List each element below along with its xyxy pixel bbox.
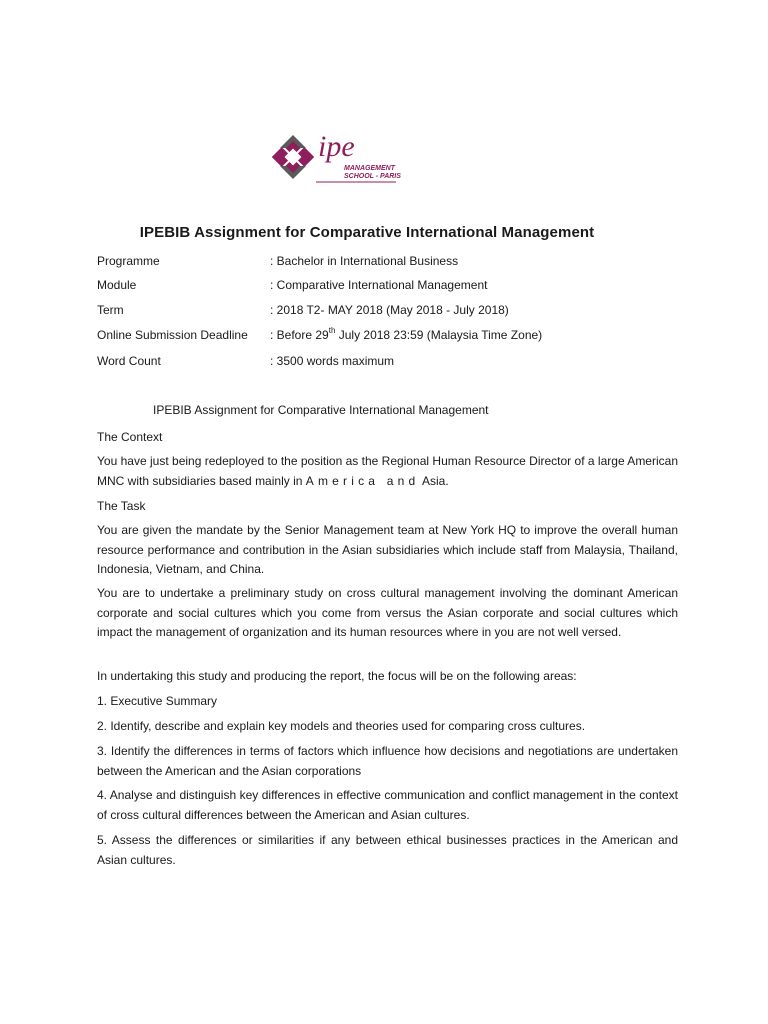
list-item-4: 4. Analyse and distinguish key differences in effective communication and conflict management in the context of cross cultural differences between the American and Asian cultures. [97, 788, 678, 822]
context-heading: The Context [97, 430, 163, 444]
deadline-value [270, 328, 542, 342]
term-value: : 2018 T2- MAY 2018 (May 2018 - July 2018) [270, 303, 509, 317]
page-title [0, 224, 768, 241]
page-title-text: IPEBIB Assignment for Comparative International Management [139, 224, 595, 241]
module-label: Module [97, 278, 137, 292]
wordcount-label: Word Count [97, 354, 161, 368]
programme-value: : Bachelor in International Business [270, 254, 459, 268]
list-item-5: 5. Assess the differences or similarities if any between ethical businesses practices in the American and Asian cultures. [97, 833, 678, 867]
ipe-logo [270, 124, 410, 188]
context-text-post: Asia. [419, 473, 449, 488]
deadline-value-pre: : Before 29 [270, 328, 329, 342]
logo-line1: MANAGEMENT [344, 165, 395, 172]
section-subtitle: IPEBIB Assignment for Comparative International Management [153, 403, 489, 417]
deadline-label: Online Submission Deadline [97, 328, 248, 342]
deadline-value-sup: th [328, 326, 336, 335]
context-paragraph [97, 452, 678, 491]
task-heading: The Task [97, 499, 146, 513]
programme-label: Programme [97, 254, 160, 268]
wordcount-value: : 3500 words maximum [270, 354, 395, 368]
context-text-pre: You have just being redeployed to the position as the Regional Human Resource Director of a large American MNC with subsidiaries based mainly in [97, 454, 678, 488]
task-paragraph-2: You are to undertake a preliminary study on cross cultural management involving the dominant American corporate and social cultures which you come from versus the Asian corporate and social cultures which impact the management of organization and its human resources where in you are not well versed. [97, 586, 678, 639]
module-value: : Comparative International Management [270, 278, 488, 292]
logo-graphic [270, 124, 410, 188]
term-label: Term [97, 303, 124, 317]
list-item-3: 3. Identify the differences in terms of factors which influence how decisions and negotiations are undertaken between the American and the Asian corporations [97, 744, 678, 778]
list-item-1: 1. Executive Summary [97, 694, 218, 708]
logo-line2: SCHOOL - PARIS [344, 173, 401, 180]
deadline-value-post: July 2018 23:59 (Malaysia Time Zone) [335, 328, 543, 342]
task-paragraph-1: You are given the mandate by the Senior Management team at New York HQ to improve the overall human resource performance and contribution in the Asian subsidiaries which include staff from Malaysia, Thailand, Indonesia, Vietnam, and China. [97, 523, 678, 576]
task-intro: In undertaking this study and producing the report, the focus will be on the following areas: [97, 669, 577, 683]
context-text-spaced: America and [305, 473, 420, 488]
list-item-2: 2. Identify, describe and explain key models and theories used for comparing cross cultures. [97, 719, 586, 733]
logo-word: ipe [318, 130, 355, 163]
